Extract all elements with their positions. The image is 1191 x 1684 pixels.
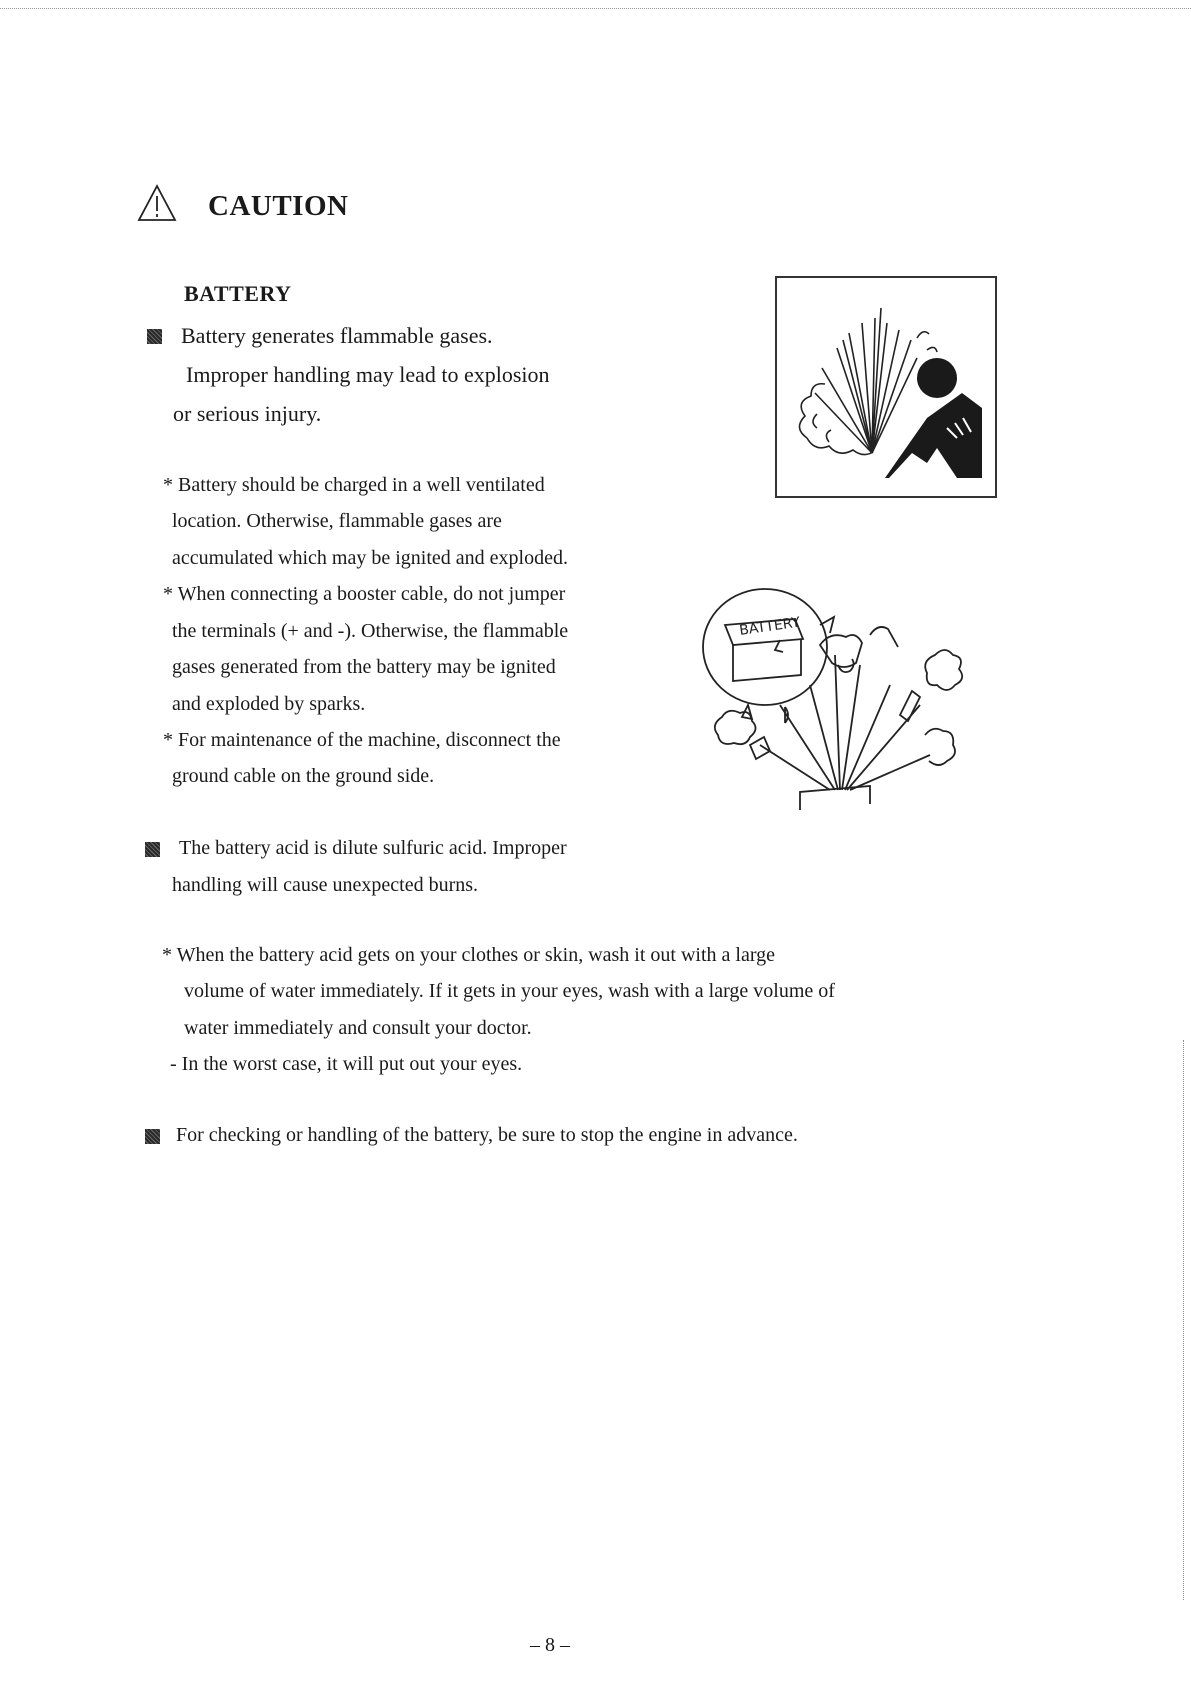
note1-line3: accumulated which may be ignited and exploded. bbox=[172, 547, 568, 569]
battery-explosion-icon bbox=[700, 585, 975, 810]
note2-line1: * When connecting a booster cable, do not jumper bbox=[163, 583, 566, 605]
caution-title: CAUTION bbox=[208, 190, 349, 222]
warning-triangle-icon bbox=[137, 183, 177, 223]
note1-line2: location. Otherwise, flammable gases are bbox=[172, 510, 502, 532]
note3-line1: * For maintenance of the machine, disconnect the bbox=[163, 729, 561, 751]
explosion-illustration bbox=[775, 276, 997, 498]
battery-explosion-illustration bbox=[700, 585, 975, 810]
note2-line4: and exploded by sparks. bbox=[172, 693, 366, 715]
right-scan-border bbox=[1183, 1040, 1184, 1600]
battery-heading: BATTERY bbox=[184, 281, 292, 306]
top-scan-border bbox=[0, 8, 1191, 9]
item1-line3: or serious injury. bbox=[173, 401, 322, 426]
page-number: – 8 – bbox=[530, 1634, 570, 1656]
note2-line2: the terminals (+ and -). Otherwise, the flammable bbox=[172, 620, 569, 642]
note3-line2: ground cable on the ground side. bbox=[172, 765, 435, 787]
item2-note-line1: * When the battery acid gets on your clothes or skin, wash it out with a large bbox=[162, 944, 776, 966]
battery-label: BATTERY bbox=[738, 614, 802, 639]
square-bullet-icon bbox=[147, 329, 162, 344]
item1-line1: Battery generates flammable gases. bbox=[181, 323, 493, 348]
item2-line1: The battery acid is dilute sulfuric acid. Improper bbox=[179, 837, 567, 859]
note2-line3: gases generated from the battery may be ignited bbox=[172, 656, 556, 678]
worst-case-line: - In the worst case, it will put out your eyes. bbox=[170, 1053, 523, 1075]
item3-text: For checking or handling of the battery, be sure to stop the engine in advance. bbox=[176, 1124, 798, 1146]
item2-note-line3: water immediately and consult your doctor. bbox=[184, 1017, 532, 1039]
square-bullet-icon bbox=[145, 1129, 160, 1144]
square-bullet-icon bbox=[145, 842, 160, 857]
item2-line2: handling will cause unexpected burns. bbox=[172, 874, 479, 896]
explosion-icon bbox=[777, 278, 995, 496]
note1-line1: * Battery should be charged in a well ventilated bbox=[163, 474, 545, 496]
item1-line2: Improper handling may lead to explosion bbox=[186, 362, 550, 387]
item2-note-line2: volume of water immediately. If it gets in your eyes, wash with a large volume of bbox=[184, 980, 835, 1002]
